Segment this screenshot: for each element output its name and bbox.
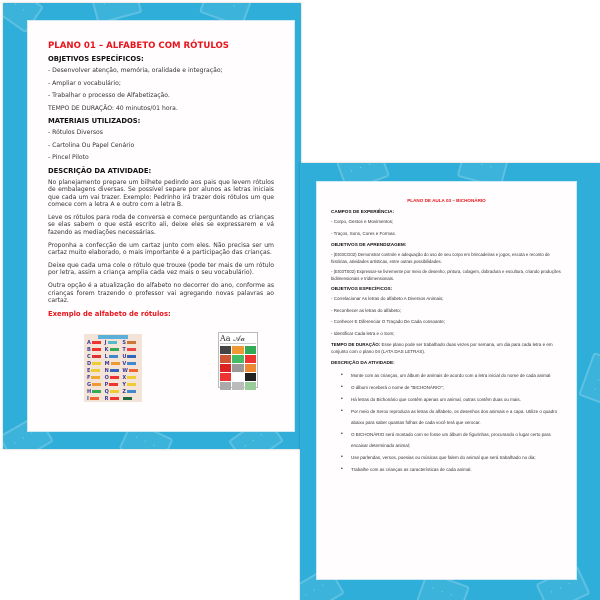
poster-letter: I bbox=[87, 396, 104, 402]
material-item: - Cartolina Ou Papel Cenário bbox=[48, 141, 135, 149]
duration-text: TEMPO DE DURAÇÃO: 40 minutos/01 hora. bbox=[48, 104, 178, 112]
duration-label: TEMPO DE DURAÇÃO: bbox=[331, 342, 381, 348]
poster-letter: A bbox=[87, 340, 104, 346]
activity-bullet: • O BICHONÁRIO será montado com se fosse um álbum de figurinhas, procurando o lugar certo para encaixar determinado animal; bbox=[341, 429, 562, 451]
poster-header bbox=[98, 335, 128, 339]
poster-letter: D bbox=[87, 361, 104, 367]
description-paragraph: Outra opção é a atualização do alfabeto no decorrer do ano, conforme as crianças forem trazendo o professor vai agregando novas palavras ao cartaz. bbox=[48, 282, 274, 305]
alphabet-labels-poster-image bbox=[84, 334, 142, 402]
example-heading: Exemplo de alfabeto de rótulos: bbox=[48, 309, 171, 318]
specific-objective-item: - Conhecer E Diferenciar O Traçado De Cada consoante; bbox=[331, 319, 446, 325]
document-page-2 bbox=[300, 163, 600, 600]
page-1-sheet bbox=[27, 20, 295, 432]
poster-letter: O bbox=[105, 375, 122, 381]
experience-field-item: - Corpo, Gestos e Movimentos; bbox=[331, 219, 394, 224]
poster-letter: S bbox=[122, 340, 139, 346]
activity-bullet: • O álbum receberá o nome de "BICHONÁRIO"; bbox=[341, 382, 562, 393]
poster-letter: B bbox=[87, 347, 104, 353]
activity-bullet: • Use parlendas, versos, poesias ou músicas que falem do animal que será trabalhado no dia; bbox=[341, 452, 562, 463]
poster-letter: C bbox=[87, 354, 104, 360]
description-paragraph: Proponha a confecção de um cartaz junto com eles. Não precisa ser um cartaz muito elaborado, o mais importante é a participação das crianças. bbox=[48, 241, 274, 257]
experience-fields-heading: CAMPOS DE EXPERIÊNCIA: bbox=[331, 209, 395, 214]
activity-bullet: • Trabalhe com as crianças as características de cada animal. bbox=[341, 464, 562, 475]
poster-letter: Q bbox=[105, 389, 122, 395]
specific-objective-item: - Reconhecer as letras do alfabeto; bbox=[331, 307, 402, 313]
activity-bullet: • Há letras do Bichonário que contêm apenas um animal, outras contêm duas ou mais. bbox=[341, 394, 562, 405]
activity-bullet: • Monte com as crianças, um álbum de animais de acordo com a letra inicial do nome de cada animal bbox=[341, 370, 562, 381]
poster-letter: X bbox=[122, 375, 139, 381]
specific-objective-item: - Correlacionar As letras do alfabeto A Diversos Animais; bbox=[331, 296, 444, 302]
poster-letter: J bbox=[105, 340, 122, 346]
description-heading: DESCRIÇÃO DA ATIVIDADE: bbox=[331, 359, 395, 365]
poster-letter: Z bbox=[122, 389, 139, 395]
page-2-sheet bbox=[316, 181, 577, 580]
poster-letter: L bbox=[105, 354, 122, 360]
poster-letter: V bbox=[122, 361, 139, 367]
poster-letter bbox=[122, 396, 139, 402]
learning-objective-item: - (EI03CG02) Demonstrar controle e adequação do uso de seu corpo em brincadeiras e jogos, escuta e reconto de histórias, atividades artísticas, entre outras possibilidades. bbox=[331, 252, 550, 264]
objectives-heading: OBJETIVOS ESPECÍFICOS: bbox=[48, 55, 144, 63]
poster-letter: W bbox=[122, 368, 139, 374]
example-images bbox=[48, 334, 274, 424]
poster-letter: N bbox=[105, 368, 122, 374]
poster-letter: T bbox=[122, 347, 139, 353]
poster-letter: F bbox=[87, 375, 104, 381]
poster-letter: K bbox=[105, 347, 122, 353]
description-paragraph: No planejamento prepare um bilhete pedindo aos pais que levem rótulos de embalagens diversas. Se possível separe por alunos as letras iniciais que cada um vai trazer. Exemplo: Pedrinho irá trazer dois rótulos um que comece com a letra A e outro com a letra B. bbox=[48, 178, 274, 209]
poster-letter: H bbox=[87, 389, 104, 395]
activity-bullet-list bbox=[331, 370, 562, 475]
brand-logos-grid bbox=[220, 346, 256, 390]
specific-objectives-heading: OBJETIVOS ESPECÍFICOS: bbox=[331, 286, 393, 292]
material-item: - Rótulos Diversos bbox=[48, 129, 103, 136]
background-pattern-shape bbox=[578, 352, 600, 406]
specific-objective-item: - Identificar Cada letra e o Som; bbox=[331, 330, 395, 336]
objective-item: - Ampliar o vocabulário; bbox=[48, 79, 121, 87]
description-paragraph: Deixe que cada uma cole o rótulo que trouxe (pode ter mais de um rótulo por letra, assim a criança amplia cada vez mais o seu vocabulário). bbox=[48, 261, 274, 277]
poster-letter: Y bbox=[122, 382, 139, 388]
poster-letter: M bbox=[105, 361, 122, 367]
duration-value: Esse plano pode ser trabalhado duas vezes por semana, um dia para cada letra e em conjunto com o plano 04 (LATA DAS LETRAS). bbox=[331, 342, 553, 354]
page-title: PLANO DE AULA 03 – BICHONÁRIO bbox=[407, 198, 486, 203]
material-item: - Pincel Piloto bbox=[48, 154, 89, 161]
activity-bullet: • Por meio de Xerox reproduza as letras do alfabeto, os desenhos dos animais e a capa. Utilize o quadro abaixo para saber quantas folhas de cada você terá que xerocar. bbox=[341, 406, 562, 428]
experience-field-item: - Traços, Sons, Cores e Formas. bbox=[331, 230, 397, 236]
description-heading: DESCRIÇÃO DA ATIVIDADE: bbox=[48, 166, 152, 175]
page-title: PLANO 01 – ALFABETO COM RÓTULOS bbox=[48, 41, 229, 51]
poster-letter: R bbox=[105, 396, 122, 402]
poster-letter: P bbox=[105, 382, 122, 388]
letter-a-header: Aa 𝒜𝒶 bbox=[220, 334, 256, 344]
learning-objective-item: - (EI03TS02) Expressar-se livremente por meio de desenho, pintura, colagem, dobradura e escultura, criando produções bidimensionais e tridimensionais. bbox=[331, 269, 561, 281]
description-paragraph: Leve os rótulos para roda de conversa e comece perguntando as crianças se elas sabem o que está escrito ali, deixe eles se expressarem e vá fazendo as mediações necessárias. bbox=[48, 213, 274, 237]
alphabet-letter-a-brands-image bbox=[218, 332, 258, 388]
poster-letter: U bbox=[122, 354, 139, 360]
materials-heading: MATERIAIS UTILIZADOS: bbox=[48, 117, 141, 125]
objective-item: - Trabalhar o processo de Alfabetização. bbox=[48, 92, 170, 99]
objective-item: - Desenvolver atenção, memória, oralidade e integração; bbox=[48, 67, 223, 74]
poster-letter: E bbox=[87, 368, 104, 374]
document-page-1 bbox=[3, 3, 301, 449]
duration-text bbox=[331, 342, 562, 355]
poster-letter: G bbox=[87, 382, 104, 388]
learning-objectives-heading: OBJETIVOS DE APRENDIZAGEM: bbox=[331, 242, 407, 247]
